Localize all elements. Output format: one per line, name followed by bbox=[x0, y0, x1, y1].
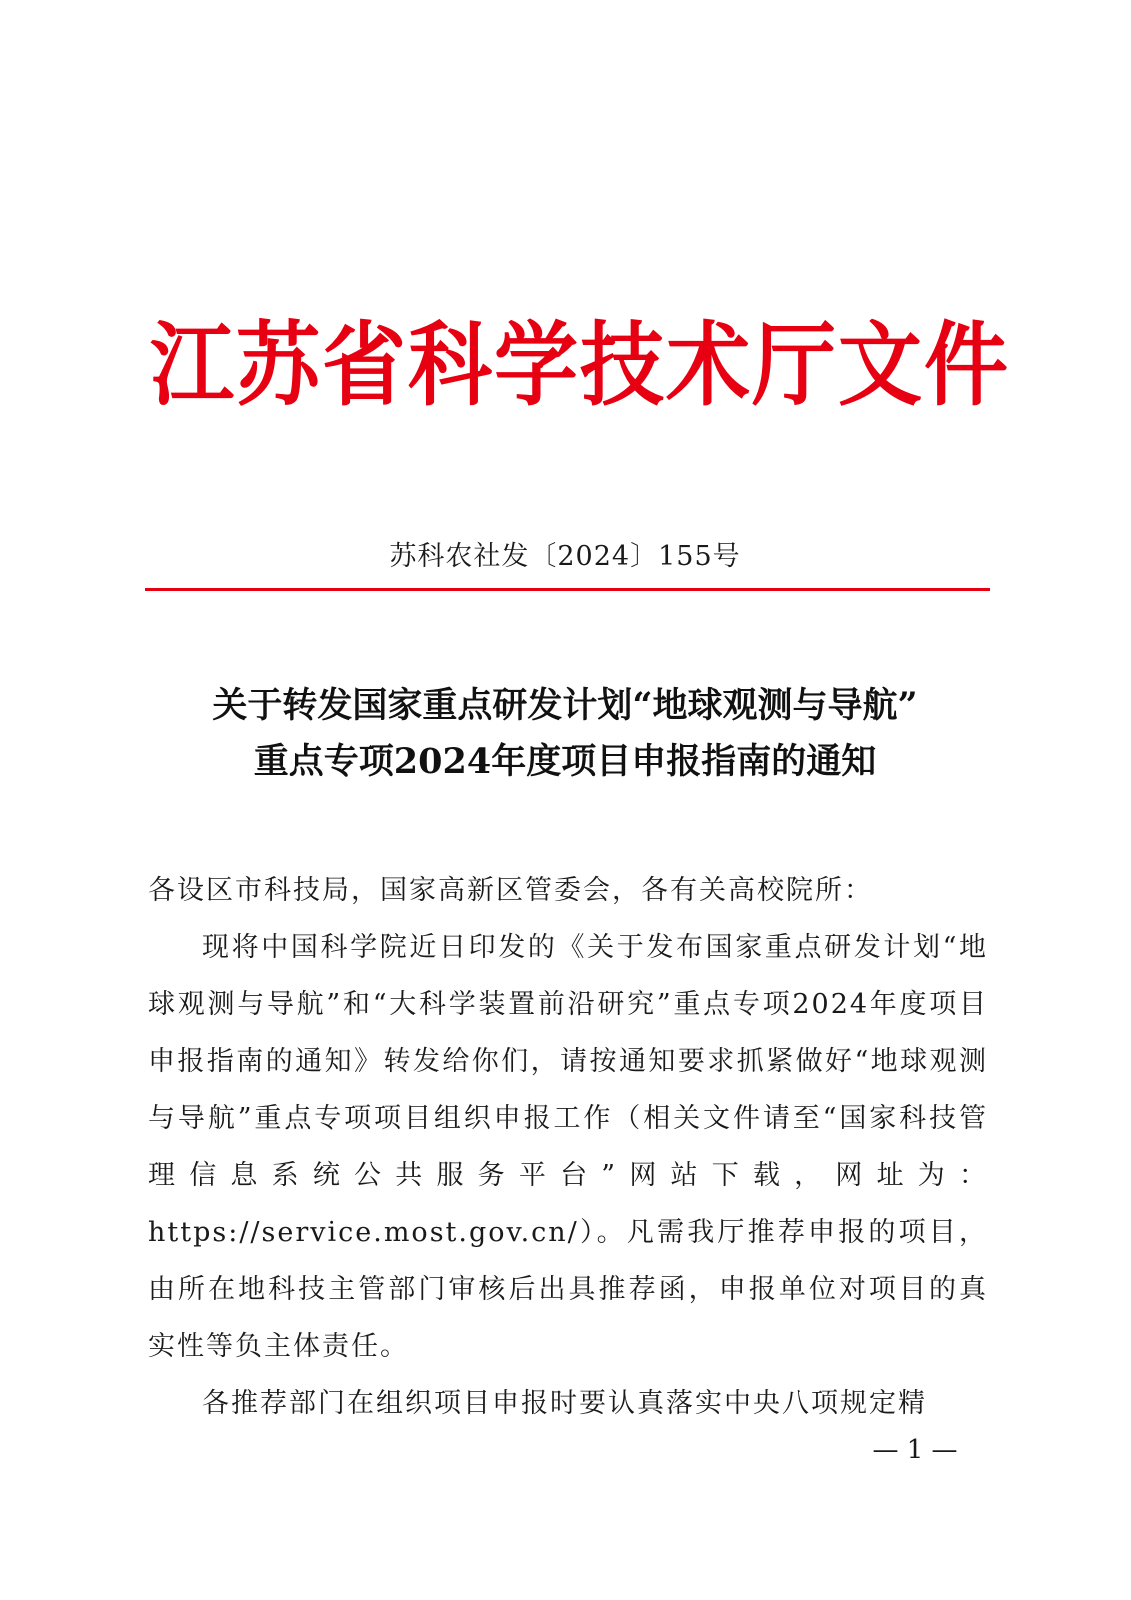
document-number: 苏科农社发〔2024〕155号 bbox=[389, 541, 741, 572]
body-paragraph-1: 现将中国科学院近日印发的《关于发布国家重点研发计划“地球观测与导航”和“大科学装置前沿研究”重点专项2024年度项目申报指南的通知》转发给你们，请按通知要求抓紧做好“地球观测与导航”重点专项项目组织申报工作（相关文件请至“国家科技管理信息系统公共服务平台”网站下载，网址为：https://service.most.gov.cn/）。凡需我厅推荐申报的项目，由所在地科技主管部门审核后出具推荐函，申报单位对项目的真实性等负主体责任。 bbox=[148, 932, 988, 1362]
salutation: 各设区市科技局，国家高新区管委会，各有关高校院所： bbox=[148, 875, 873, 906]
title-line-2: 重点专项2024年度项目申报指南的通知 bbox=[253, 741, 877, 782]
masthead-title: 江苏省科学技术厅文件 bbox=[150, 312, 1011, 418]
body-paragraph-2: 各推荐部门在组织项目申报时要认真落实中央八项规定精 bbox=[202, 1388, 927, 1419]
document-title bbox=[130, 678, 1000, 790]
document-body bbox=[148, 862, 988, 1432]
page-number: — 1 — bbox=[872, 1435, 958, 1465]
title-line-1: 关于转发国家重点研发计划“地球观测与导航” bbox=[212, 685, 918, 726]
red-divider-line bbox=[145, 588, 990, 591]
